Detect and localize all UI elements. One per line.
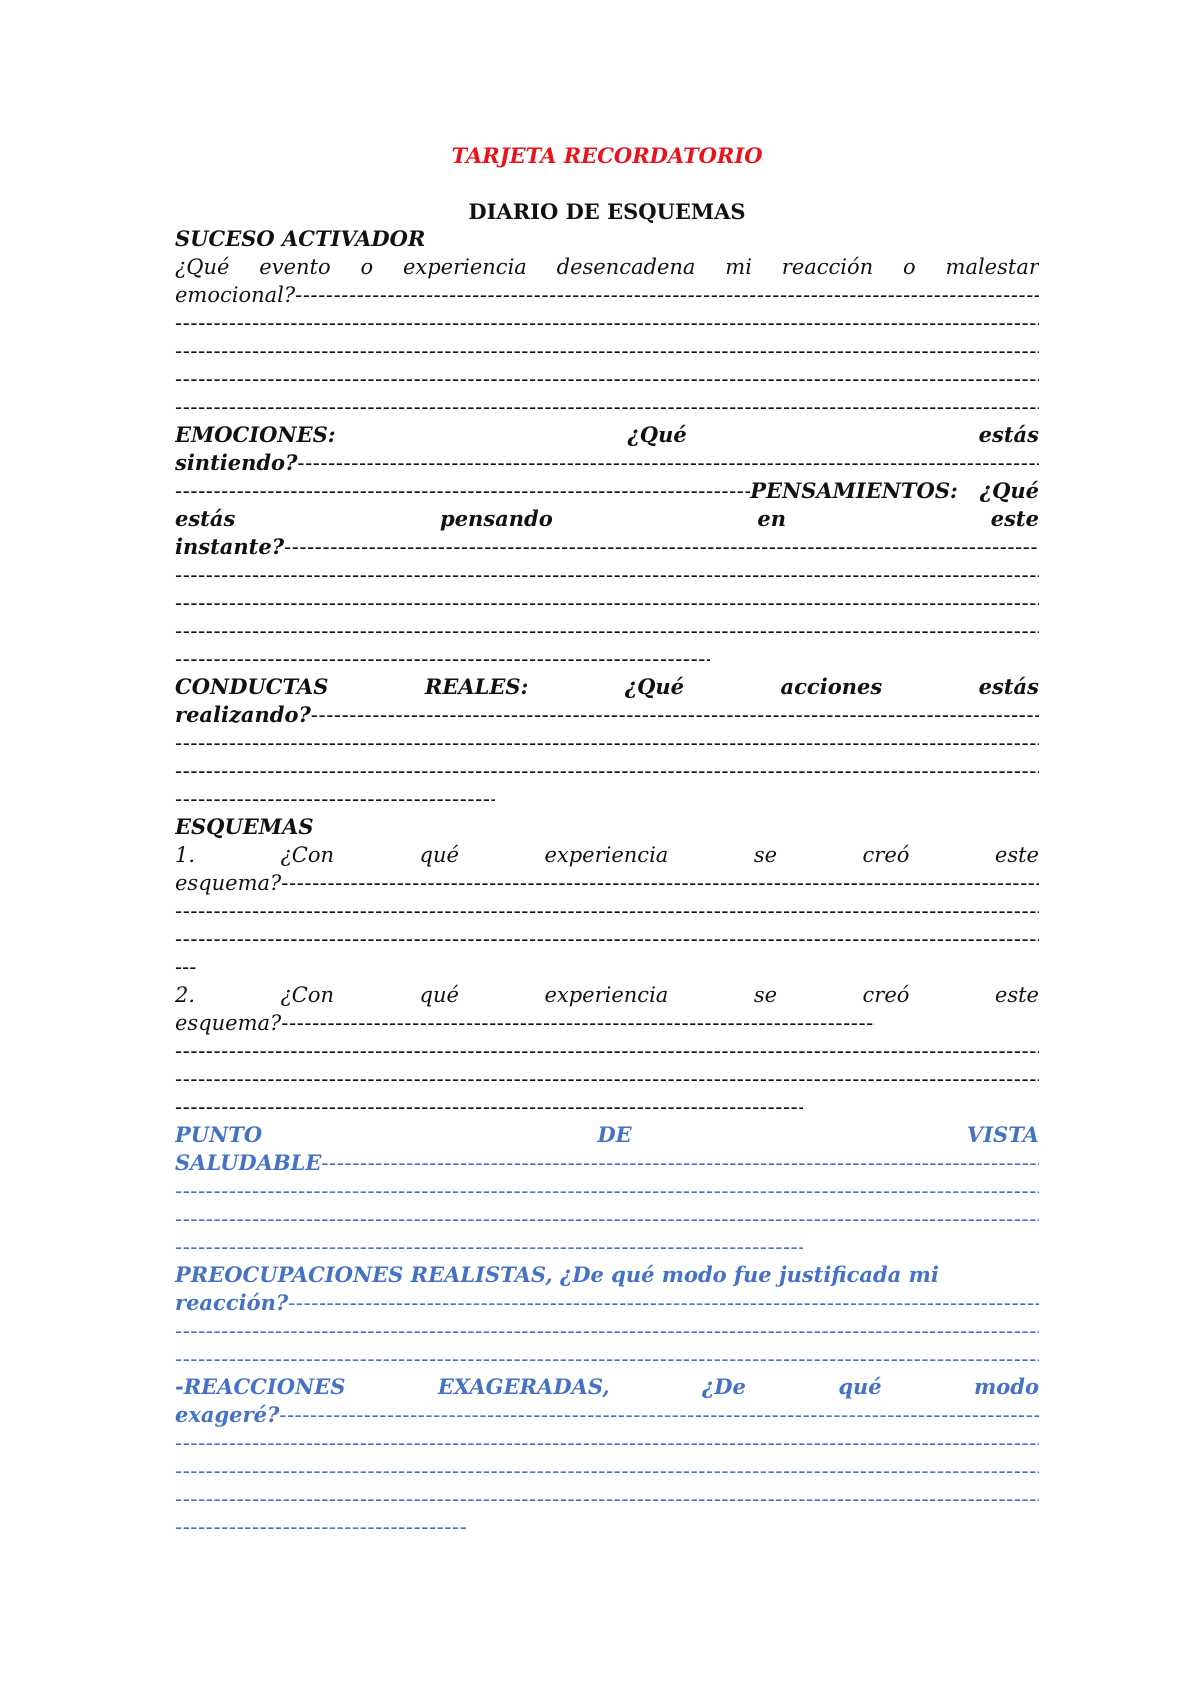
preocupaciones-question: PREOCUPACIONES REALISTAS, ¿De qué modo fue justificada mi — [175, 1262, 939, 1287]
esquemas-q2 — [175, 981, 1039, 1009]
emociones-answer-line-2[interactable] — [175, 477, 750, 505]
word: desencadena — [556, 255, 696, 279]
word: estás — [978, 422, 1039, 447]
question-end: emocional? — [175, 283, 296, 307]
esquemas-q2-answer-line-3[interactable] — [175, 1065, 1039, 1093]
preocupaciones-answer-line-2[interactable] — [175, 1317, 1039, 1345]
question-end: instante? — [175, 534, 285, 559]
word: en — [757, 506, 787, 531]
word: 2. — [175, 983, 196, 1007]
punto-answer-line-3[interactable] — [175, 1205, 1039, 1233]
esquemas-q1-answer-line-2[interactable] — [175, 897, 1039, 925]
preocupaciones-answer-line-3[interactable] — [175, 1345, 1039, 1373]
doc-title: DIARIO DE ESQUEMAS — [468, 199, 746, 224]
word: evento — [259, 255, 331, 279]
esquemas-q1-answer-line-3[interactable] — [175, 925, 1039, 953]
suceso-answer-line-2[interactable] — [175, 309, 1039, 337]
word: EMOCIONES: — [175, 422, 336, 447]
word: experiencia — [544, 843, 669, 867]
reacciones-question — [175, 1373, 1039, 1401]
word: o — [360, 255, 374, 279]
word: ¿Con — [280, 983, 335, 1007]
esquemas-q2-answer-line-2[interactable] — [175, 1037, 1039, 1065]
question-end: SALUDABLE — [175, 1150, 322, 1175]
emociones-question — [175, 421, 1039, 449]
punto-question — [175, 1121, 1039, 1149]
esquemas-q1 — [175, 841, 1039, 869]
word: o — [903, 255, 916, 279]
pensamientos-answer-line-5[interactable] — [175, 645, 710, 673]
suceso-answer-line-3[interactable] — [175, 337, 1039, 365]
word: se — [753, 843, 778, 867]
question-end: realizando? — [175, 702, 311, 727]
word: este — [990, 506, 1039, 531]
punto-answer-line-2[interactable] — [175, 1177, 1039, 1205]
question-end: exageré? — [175, 1402, 280, 1427]
reacciones-answer-line-2[interactable] — [175, 1429, 1039, 1457]
word: pensando — [440, 506, 553, 531]
word: ¿Qué — [624, 674, 685, 699]
word: creó — [862, 983, 910, 1007]
word: -REACCIONES — [175, 1374, 346, 1399]
esquemas-q1-answer-line-1[interactable] — [175, 869, 1039, 897]
pensamientos-line — [175, 477, 1039, 505]
word: PUNTO — [175, 1122, 263, 1147]
word: CONDUCTAS — [175, 674, 329, 699]
emociones-answer-line-1[interactable] — [175, 449, 1039, 477]
word: REALES: — [424, 674, 529, 699]
suceso-answer-line-1[interactable] — [175, 281, 1039, 309]
esquemas-heading: ESQUEMAS — [175, 814, 314, 839]
pensamientos-question — [175, 505, 1039, 533]
word: este — [994, 983, 1039, 1007]
word: qué — [838, 1374, 882, 1399]
reacciones-answer-line-3[interactable] — [175, 1457, 1039, 1485]
word: VISTA — [966, 1122, 1039, 1147]
card-title: TARJETA RECORDATORIO — [451, 143, 763, 168]
word: qué — [419, 983, 459, 1007]
word: qué — [419, 843, 459, 867]
question-end: sintiendo? — [175, 450, 298, 475]
word: reacción — [781, 255, 874, 279]
word: PENSAMIENTOS: — [750, 478, 958, 503]
word: ¿De — [702, 1374, 746, 1399]
pensamientos-answer-line-1[interactable] — [175, 533, 1039, 561]
conductas-answer-line-3[interactable] — [175, 757, 1039, 785]
reacciones-answer-line-5[interactable] — [175, 1513, 467, 1541]
word: ¿Qué — [979, 478, 1039, 503]
conductas-question — [175, 673, 1039, 701]
reacciones-answer-line-1[interactable] — [175, 1401, 1039, 1429]
conductas-answer-line-2[interactable] — [175, 729, 1039, 757]
question-end: reacción? — [175, 1290, 289, 1315]
word: ¿Con — [280, 843, 335, 867]
word: creó — [862, 843, 910, 867]
pensamientos-answer-line-2[interactable] — [175, 561, 1039, 589]
question-end: esquema? — [175, 871, 282, 895]
word: modo — [974, 1374, 1039, 1399]
question-end: esquema? — [175, 1011, 282, 1035]
word: este — [994, 843, 1039, 867]
suceso-question — [175, 253, 1039, 281]
word: experiencia — [402, 255, 527, 279]
word: experiencia — [544, 983, 669, 1007]
punto-answer-line-4[interactable] — [175, 1233, 803, 1261]
word: acciones — [780, 674, 883, 699]
suceso-heading: SUCESO ACTIVADOR — [175, 226, 426, 251]
word: DE — [597, 1122, 632, 1147]
word: estás — [175, 506, 236, 531]
conductas-answer-line-1[interactable] — [175, 701, 1039, 729]
pensamientos-answer-line-3[interactable] — [175, 589, 1039, 617]
esquemas-q2-answer-line-1[interactable] — [175, 1009, 875, 1037]
word: EXAGERADAS, — [437, 1374, 610, 1399]
pensamientos-answer-line-4[interactable] — [175, 617, 1039, 645]
word: ¿Qué — [175, 255, 230, 279]
word: 1. — [175, 843, 196, 867]
suceso-answer-line-5[interactable] — [175, 393, 1039, 421]
word: se — [753, 983, 778, 1007]
suceso-answer-line-4[interactable] — [175, 365, 1039, 393]
reacciones-answer-line-4[interactable] — [175, 1485, 1039, 1513]
punto-answer-line-1[interactable] — [175, 1149, 1039, 1177]
esquemas-q2-answer-line-4[interactable] — [175, 1093, 803, 1121]
preocupaciones-answer-line-1[interactable] — [175, 1289, 1039, 1317]
word: mi — [725, 255, 752, 279]
word: ¿Qué — [627, 422, 687, 447]
esquemas-q1-answer-line-4[interactable]: --- — [175, 955, 197, 979]
word: estás — [978, 674, 1039, 699]
word: malestar — [945, 255, 1039, 279]
conductas-answer-line-4[interactable] — [175, 785, 495, 813]
